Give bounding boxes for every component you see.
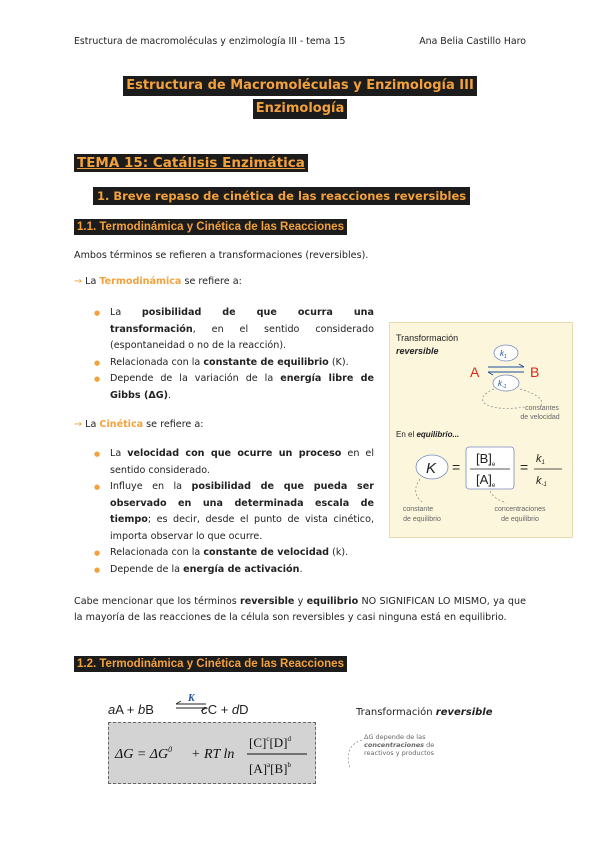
gibbs-formula-box	[108, 722, 316, 784]
equals-1: =	[452, 459, 461, 475]
rt-ln: + RT ln	[191, 747, 235, 762]
closing-paragraph: Cabe mencionar que los términos reversible y equilibrio NO SIGNIFICAN LO MISMO, ya que la mayoría de las reacciones de la célula son reversibles y casi ninguna está en equilibrio.	[74, 596, 526, 623]
header-author: Ana Belia Castillo Haro	[419, 36, 526, 47]
list-item: ● Influye en la posibilidad de que pueda ser observado en una determinada escala de tiempo; es decir, desde el punto de vista cinético, importa observar lo que ocurre.	[94, 479, 374, 545]
arrow-icon: →	[74, 276, 83, 287]
intro-paragraph: Ambos términos se refieren a transformaciones (reversibles).	[74, 250, 369, 261]
list-item: ● Depende de la variación de la energía libre de Gibbs (ΔG).	[94, 371, 374, 404]
list-item: ● Depende de la energía de activación.	[94, 562, 374, 579]
list-item: ● La posibilidad de que ocurra una transformación, en el sentido considerado (espontaneidad o no de la reacción).	[94, 305, 374, 355]
const-eq-1: constante	[402, 506, 434, 513]
dashed-pointer	[344, 738, 366, 770]
list-item: ● Relacionada con la constante de equilibrio (K).	[94, 355, 374, 372]
termodinamica-list	[94, 305, 374, 404]
k-1-frac: k-1	[536, 475, 547, 488]
cinetica-list	[94, 446, 374, 578]
dashed-curve-1	[482, 389, 525, 408]
subsection-heading-1-1: 1.1. Termodinámica y Cinética de las Reacciones	[74, 219, 347, 235]
arrow-icon: →	[74, 419, 83, 430]
denominator: $[A]^a[B]^b$	[249, 761, 291, 776]
cinetica-intro: → La Cinética se refiere a:	[74, 419, 204, 430]
cinetica-keyword: Cinética	[99, 419, 144, 430]
header-course: Estructura de macromoléculas y enzimología III - tema 15	[74, 36, 346, 47]
dg-note: ΔG depende de las concentraciones de reactivos y productos	[364, 733, 435, 757]
figure-transformacion: Transformación	[396, 333, 459, 343]
document-title	[0, 74, 600, 119]
dashed-curve-4	[490, 491, 506, 503]
dg-term: $\Delta G = \Delta G^0$	[115, 745, 173, 762]
dashed-curve-3	[416, 479, 424, 503]
figure-B: B	[530, 364, 540, 380]
list-item: ● Relacionada con la constante de velocidad (k).	[94, 545, 374, 562]
k1-label: $k_1$	[500, 349, 507, 360]
termodinamica-keyword: Termodinámica	[99, 276, 182, 287]
B-eq: $[B]_e$	[476, 451, 496, 468]
figure-reversible: reversible	[396, 346, 439, 356]
const-eq-2: de equilibrio	[403, 516, 441, 523]
equals-2: =	[520, 459, 529, 475]
tema-heading: TEMA 15: Catálisis Enzimática	[74, 154, 308, 172]
reaction-equation: aA + bB cC + dD	[108, 702, 249, 717]
list-item: ● La velocidad con que ocurre un proceso en el sentido considerado.	[94, 446, 374, 479]
title-line-1: Estructura de Macromoléculas y Enzimología III	[123, 76, 477, 96]
A-eq: $[A]_e$	[476, 472, 496, 489]
K-symbol: K	[426, 460, 437, 477]
conc-eq-1: concentraciones	[494, 506, 546, 513]
title-line-2: Enzimología	[253, 99, 348, 119]
K-label: K	[188, 693, 195, 704]
conc-eq-2: de equilibrio	[501, 516, 539, 523]
section-heading-1: 1. Breve repaso de cinética de las reacciones reversibles	[93, 187, 470, 205]
figure-A: A	[470, 364, 480, 380]
k1-frac: k1	[536, 453, 545, 466]
subsection-heading-1-2: 1.2. Termodinámica y Cinética de las Reacciones	[74, 656, 347, 672]
transformacion-reversible-label: Transformación reversible	[356, 707, 493, 718]
numerator: $[C]^c[D]^d$	[249, 735, 291, 750]
constantes-vel-2: de velocidad	[520, 414, 560, 421]
constantes-vel-1: constantes	[525, 405, 559, 412]
k-1-label: $k_{-1}$	[498, 379, 507, 390]
figure-en-el: En el equilibrio...	[396, 430, 460, 439]
termodinamica-intro: → La Termodinámica se refiere a:	[74, 276, 242, 287]
equilibrium-figure	[389, 322, 573, 538]
